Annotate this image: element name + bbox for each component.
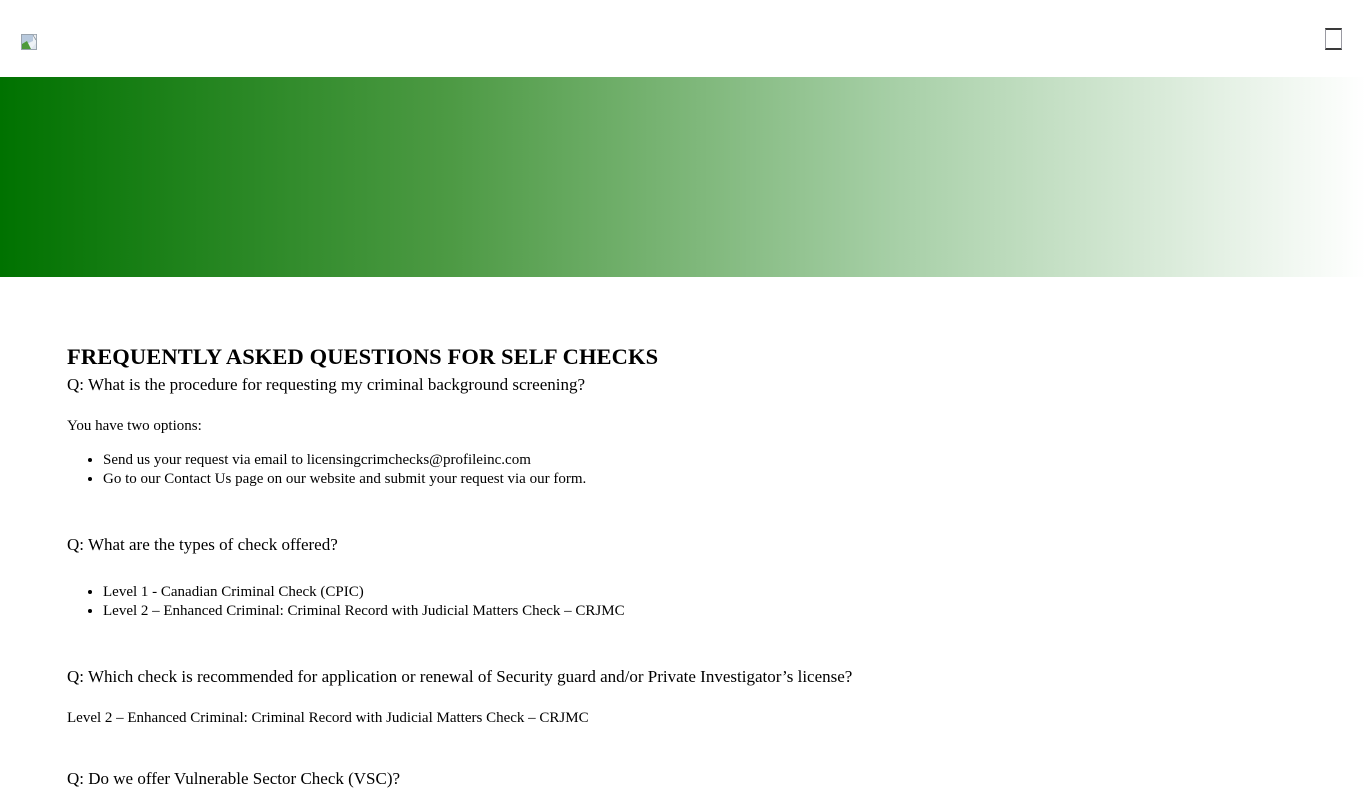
- list-item: • Level 2 – Enhanced Criminal: Criminal Record with Judicial Matters Check – CRJMC: [103, 602, 1306, 620]
- faq-content: [0, 277, 1366, 790]
- faq-answer-3: Level 2 – Enhanced Criminal: Criminal Record with Judicial Matters Check – CRJMC: [67, 710, 589, 727]
- faq-question-2: Q: What are the types of check offered?: [67, 535, 338, 555]
- faq-intro-1: You have two options:: [67, 417, 202, 434]
- broken-image-glyph: [21, 34, 38, 51]
- faq-bullets-2: [67, 583, 1306, 620]
- site-header: [0, 0, 1366, 77]
- faq-question-4: Q: Do we offer Vulnerable Sector Check (VSC)?: [67, 769, 401, 789]
- list-item: • Send us your request via email to licensingcrimchecks@profileinc.com: [103, 451, 1306, 469]
- menu-missing-glyph-icon[interactable]: [1325, 28, 1342, 50]
- faq-question-3: Q: Which check is recommended for application or renewal of Security guard and/or Private Investigator’s license?: [67, 667, 853, 687]
- list-item: • Level 1 - Canadian Criminal Check (CPIC): [103, 583, 1306, 601]
- faq-bullets-1: [67, 451, 1306, 488]
- page-title: FREQUENTLY ASKED QUESTIONS FOR SELF CHECKS: [67, 344, 659, 369]
- hero-banner: [0, 77, 1366, 277]
- faq-question-1: Q: What is the procedure for requesting my criminal background screening?: [67, 374, 586, 394]
- broken-image-icon[interactable]: [21, 34, 38, 51]
- list-item: • Go to our Contact Us page on our website and submit your request via our form.: [103, 470, 1306, 488]
